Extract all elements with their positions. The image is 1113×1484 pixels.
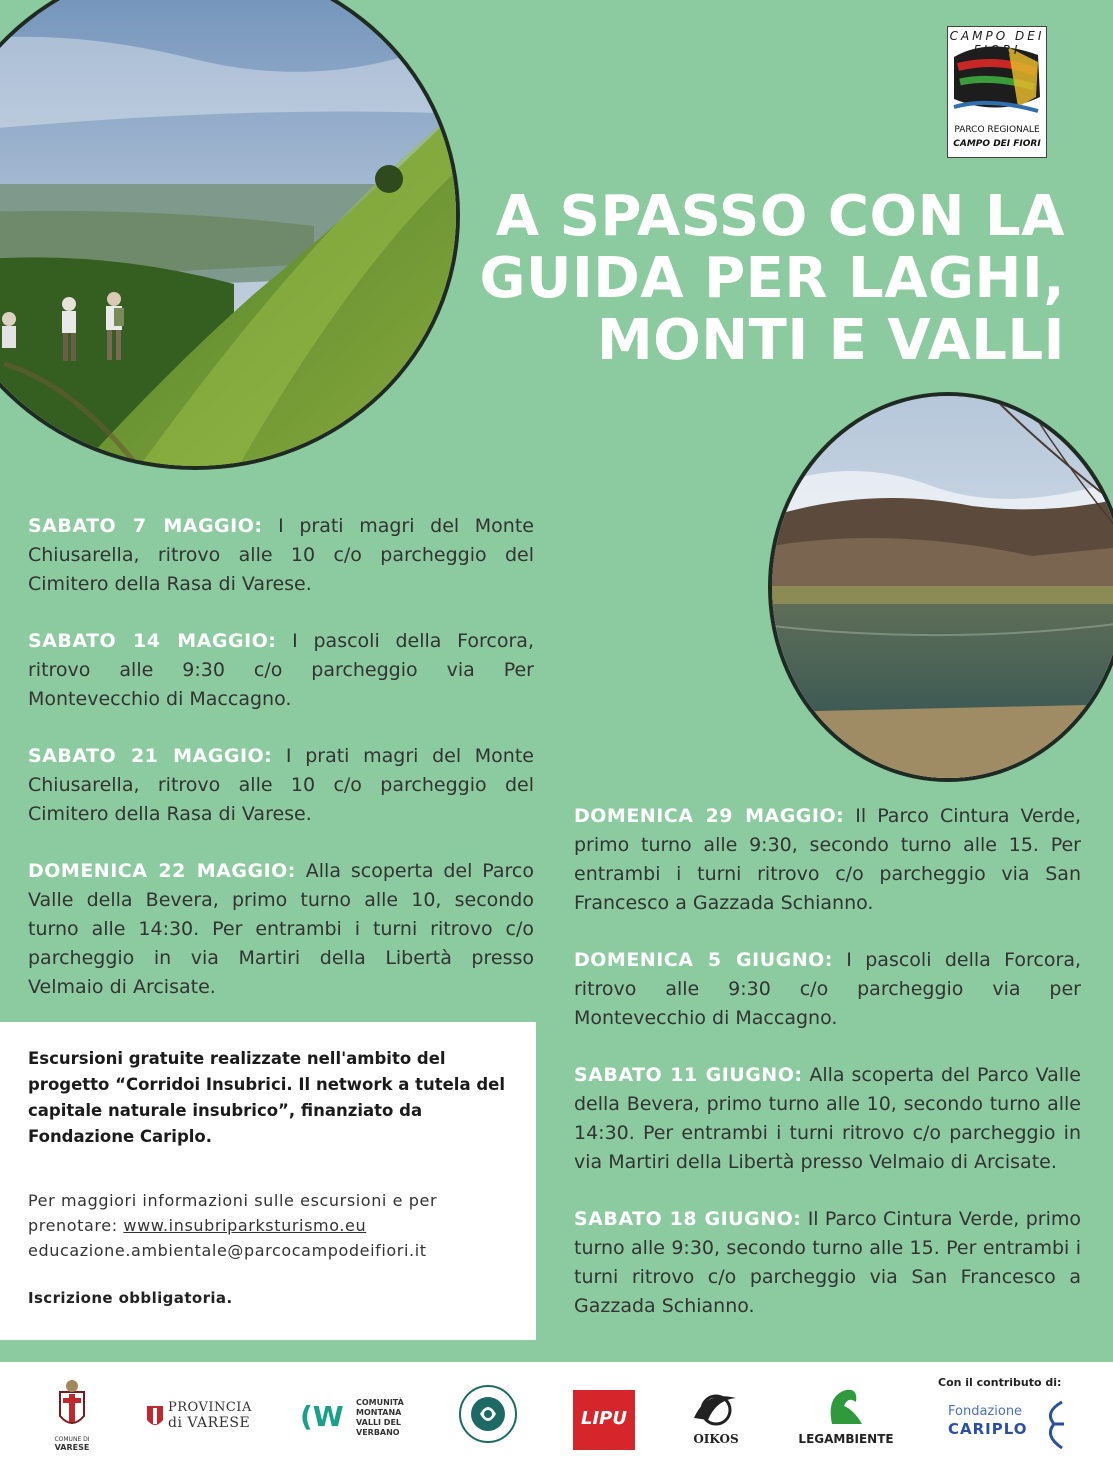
event-date: SABATO 14 MAGGIO: — [28, 630, 277, 652]
event-item — [574, 802, 1081, 918]
universita-insubria-logo — [458, 1384, 518, 1448]
comunita-label-3: VALLI DEL — [356, 1418, 401, 1427]
event-date: DOMENICA 22 MAGGIO: — [28, 860, 296, 882]
photo-hill-hikers — [0, 0, 460, 470]
event-date: SABATO 7 MAGGIO: — [28, 515, 263, 537]
provincia-crest-icon — [146, 1404, 164, 1430]
event-date: DOMENICA 29 MAGGIO: — [574, 805, 845, 827]
project-description: Escursioni gratuite realizzate nell'ambito del progetto “Corridoi Insubrici. Il network a tutela del capitale naturale insubrico”, finanziato da Fondazione Cariplo. — [28, 1049, 505, 1146]
fondazione-cariplo-logo — [946, 1398, 1076, 1452]
title-line: GUIDA PER LAGHI, — [479, 246, 1065, 311]
comunita-label-4: VERBANO — [356, 1428, 400, 1437]
event-date: DOMENICA 5 GIUGNO: — [574, 949, 833, 971]
legambiente-label: LEGAMBIENTE — [798, 1432, 894, 1446]
lipu-label: LIPU — [581, 1408, 627, 1429]
event-item — [28, 627, 534, 714]
cariplo-mark-icon — [1042, 1398, 1068, 1452]
title-line: A SPASSO CON LA — [495, 184, 1065, 249]
contact-prefix: Per maggiori informazioni sulle escursioni e per prenotare: — [28, 1191, 438, 1235]
legambiente-swan-icon — [796, 1386, 896, 1428]
event-text: Alla scoperta del Parco Valle della Bevera, primo turno alle 10, secondo turno alle 14:30. Per entrambi i turni ritrovo c/o parcheggio in via Martiri della Libertà presso Velmaio di Arcisate. — [28, 860, 534, 998]
provincia-label-1: PROVINCIA — [168, 1400, 252, 1415]
event-date: SABATO 21 MAGGIO: — [28, 745, 273, 767]
oikos-logo — [686, 1388, 746, 1446]
website-link[interactable]: www.insubriparksturismo.eu — [123, 1216, 367, 1235]
event-item — [574, 946, 1081, 1033]
contact-info — [28, 1188, 514, 1263]
parco-campo-dei-fiori-logo — [947, 26, 1047, 158]
event-text: Alla scoperta del Parco Valle della Bevera, primo turno alle 10, secondo turno alle 14:30. Per entrambi i turni ritrovo c/o parcheggio in via Martiri della Libertà presso Velmaio di Arcisate. — [574, 1064, 1081, 1173]
provincia-label-2: di VARESE — [168, 1415, 251, 1431]
event-date: SABATO 11 GIUGNO: — [574, 1064, 803, 1086]
info-box — [0, 1022, 536, 1340]
title-line: MONTI E VALLI — [596, 308, 1065, 373]
event-text: Il Parco Cintura Verde, primo turno alle 9:30, secondo turno alle 15. Per entrambi i turni ritrovo c/o parcheggio via San Francesco a Gazzada Schianno. — [574, 1208, 1081, 1317]
comune-varese-logo — [52, 1378, 92, 1452]
events-list-left — [28, 512, 534, 1030]
registration-required: Iscrizione obbligatoria. — [28, 1289, 233, 1307]
event-item — [574, 1061, 1081, 1177]
event-item — [28, 742, 534, 829]
legambiente-logo — [796, 1386, 896, 1446]
events-list-right — [574, 802, 1081, 1349]
photo-lake — [768, 392, 1113, 782]
sponsor-label: Con il contributo di: — [938, 1376, 1062, 1389]
varese-label-1: COMUNE DI — [54, 1436, 90, 1443]
event-item — [28, 857, 534, 1002]
event-text: I prati magri del Monte Chiusarella, ritrovo alle 10 c/o parcheggio del Cimitero della Rasa di Varese. — [28, 745, 534, 825]
event-date: SABATO 18 GIUGNO: — [574, 1208, 802, 1230]
oikos-label: OIKOS — [693, 1432, 739, 1446]
comunita-label-1: COMUNITÀ — [356, 1398, 404, 1407]
footer-logos — [0, 1362, 1113, 1484]
provincia-varese-logo — [146, 1400, 256, 1434]
park-logo-top-text: CAMPO DEI FIORI — [949, 29, 1045, 57]
varese-crest-icon — [52, 1378, 92, 1438]
event-text: I pascoli della Forcora, ritrovo alle 9:30 c/o parcheggio via per Montevecchio di Maccagno. — [574, 949, 1082, 1029]
event-text: I prati magri del Monte Chiusarella, ritrovo alle 10 c/o parcheggio del Cimitero della Rasa di Varese. — [28, 515, 534, 595]
park-logo-bottom: CAMPO DEI FIORI — [953, 139, 1041, 149]
event-item — [28, 512, 534, 599]
event-text: Il Parco Cintura Verde, primo turno alle 9:30, secondo turno alle 15. Per entrambi i turni ritrovo c/o parcheggio via San Francesco a Gazzada Schianno. — [574, 805, 1081, 914]
cariplo-label-2: CARIPLO — [948, 1420, 1028, 1438]
insubria-seal-icon — [458, 1384, 518, 1444]
comunita-label-2: MONTANA — [356, 1408, 402, 1417]
page-title — [445, 186, 1065, 372]
cariplo-label-1: Fondazione — [948, 1404, 1023, 1419]
lipu-logo — [573, 1390, 635, 1450]
comunita-w-icon: (W — [300, 1400, 344, 1433]
event-item — [574, 1205, 1081, 1321]
oikos-wave-icon — [686, 1388, 746, 1428]
comunita-montana-logo — [300, 1398, 420, 1448]
varese-label-2: VARESE — [54, 1443, 90, 1452]
event-text: I pascoli della Forcora, ritrovo alle 9:30 c/o parcheggio via Per Montevecchio di Maccagno. — [28, 630, 534, 710]
email-text: educazione.ambientale@parcocampodeifiori.it — [28, 1241, 427, 1260]
park-logo-sub: PARCO REGIONALE — [954, 125, 1040, 135]
